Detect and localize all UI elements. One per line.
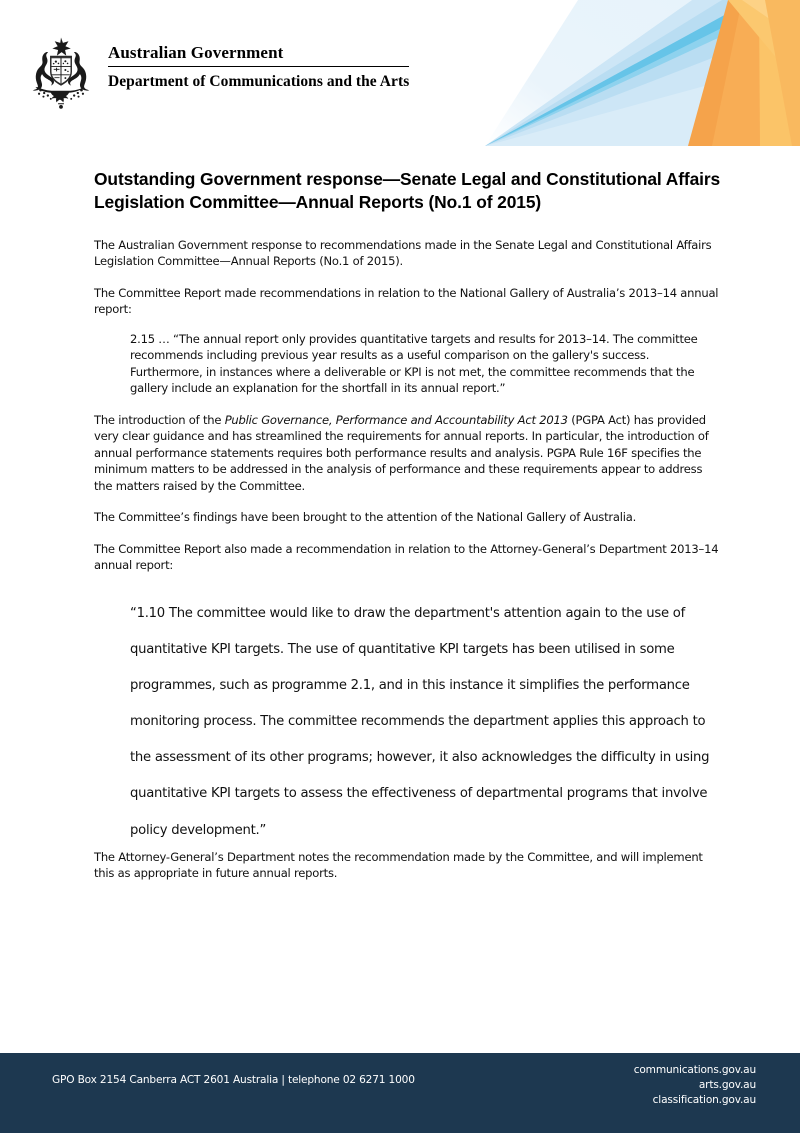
blockquote-recommendation-1-10: “1.10 The committee would like to draw the department's attention again to the use of quantitative KPI targets. The use of quantitative KPI targets has been utilised in some programmes, such as programme 2.1, and in this instance it simplifies the performance monitoring process. The committee recommends the department applies this approach to the assessment of its other programs; however, it also acknowledges the difficulty in using quantitative KPI targets to assess the effectiveness of departmental programs that involve policy development.”	[130, 605, 710, 838]
footer-site-classification[interactable]: classification.gov.au	[652, 1094, 756, 1107]
page-title: Outstanding Government response—Senate Legal and Constitutional Affairs Legislation Committee—Annual Reports (No.1 of 2015)	[94, 169, 721, 213]
footer-websites	[634, 1063, 756, 1108]
paragraph-closing: The Attorney-General’s Department notes the recommendation made by the Committee, and will implement this as appropriate in future annual reports.	[94, 849, 703, 881]
paragraph-pgpa-part-2: (PGPA Act) has provided very clear guidance and has streamlined the requirements for annual reports. In particular, the introduction of annual performance statements requires both performance results and analysis. PGPA Rule 16F specifies the minimum matters to be addressed in the analysis of performance and these requirements appear to address the matters raised by the Committee.	[94, 412, 709, 493]
paragraph-ags-lead-in: The Committee Report also made a recommendation in relation to the Attorney-General’s Department 2013–14 annual report:	[94, 541, 719, 573]
footer-site-communications[interactable]: communications.gov.au	[633, 1064, 756, 1076]
footer-site-arts[interactable]: arts.gov.au	[698, 1079, 756, 1092]
government-logo	[24, 36, 409, 112]
document-body	[94, 168, 722, 897]
fan-rays-decoration-icon	[460, 0, 800, 146]
australian-government-label: Australian Government	[108, 42, 409, 67]
footer-address: GPO Box 2154 Canberra ACT 2601 Australia | telephone 02 6271 1000	[52, 1074, 415, 1086]
australian-coat-of-arms-icon	[24, 36, 98, 112]
paragraph-nga-lead-in: The Committee Report made recommendations in relation to the National Gallery of Australia’s 2013–14 annual report:	[94, 285, 719, 317]
paragraph-pgpa	[94, 412, 722, 495]
government-wordmark	[108, 36, 409, 92]
page-header	[0, 0, 800, 150]
department-label: Department of Communications and the Arts	[108, 73, 410, 91]
blockquote-recommendation-2-15: 2.15 … “The annual report only provides quantitative targets and results for 2013–14. The committee recommends including previous year results as a useful comparison on the gallery's success. Furthermore, in instances where a deliverable or KPI is not met, the committee recommends that the gallery include an explanation for the shortfall in its annual report.”	[130, 331, 698, 396]
paragraph-pgpa-part-1: The introduction of the	[94, 412, 225, 427]
paragraph-findings: The Committee’s findings have been brought to the attention of the National Gallery of Australia.	[94, 510, 637, 525]
act-title-italic: Public Governance, Performance and Accountability Act 2013	[224, 412, 568, 427]
paragraph-intro: The Australian Government response to recommendations made in the Senate Legal and Constitutional Affairs Legislation Committee—Annual Reports (No.1 of 2015).	[94, 237, 712, 269]
page-footer	[0, 1053, 800, 1133]
